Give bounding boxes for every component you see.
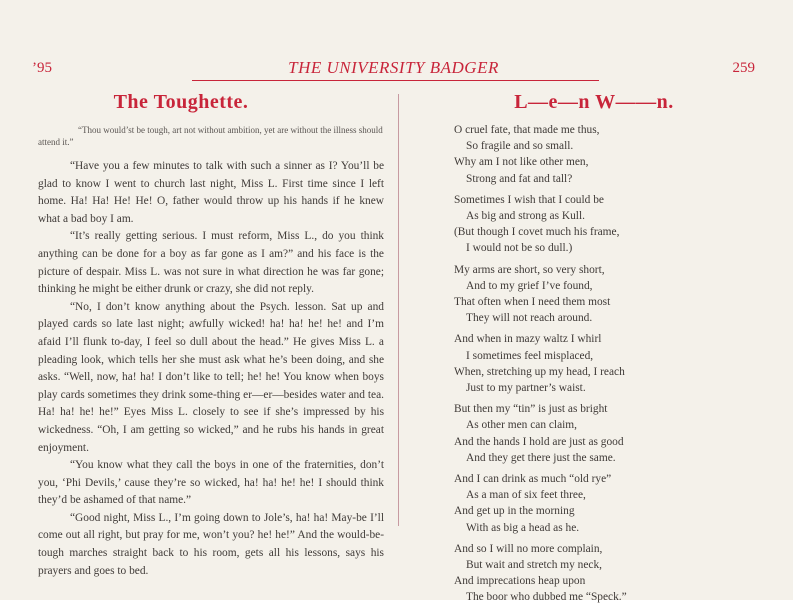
stanza — [454, 401, 754, 466]
stanza — [454, 192, 754, 257]
poem-line: And get up in the morning — [454, 505, 575, 518]
poem-line: O cruel fate, that made me thus, — [454, 124, 600, 136]
poem-line: With as big a head as he. — [466, 521, 580, 534]
poem-line: Why am I not like other men, — [454, 156, 589, 169]
poem-title: L—e—n W——n. — [514, 91, 674, 113]
poem-line: They will not reach around. — [466, 312, 593, 325]
poem-line: As big and strong as Kull. — [466, 210, 585, 223]
paragraph: “No, I don’t know anything about the Psych. lesson. Sat up and played cards so late last night; awfully wicked! ha! ha! he! he! and I’m afaid I’ll flunk to-day, I feel so dull about the head.” He gives Miss L. a pleading look, which tells her she must ask what he’s been doing, and she asks. “Well, now, ha! ha! I don’t like to tell; he! he! You know when boys play cards sometimes they drink some-thing er—er—besides water and tea. Ha! ha! he! he!” Eyes Miss L. closely to see if she’s impressed by his wickedness. “Oh, I am getting so wicked,” and he rubs his hands in great enjoyment. — [38, 300, 384, 454]
poem-line: As other men can claim, — [466, 419, 578, 432]
paragraph: “Good night, Miss L., I’m going down to Jole’s, ha! ha! May-be I’ll come out all right, but pray for me, won’t you? he! he!” And the would-be-tough marches straight back to his room, gets all his lessons, says his prayers and goes to bed. — [38, 511, 384, 577]
poem-line: The boor who dubbed me “Speck.” — [466, 591, 627, 604]
paragraph: “Have you a few minutes to talk with such a sinner as I? You’ll be glad to know I went to church last night, Miss L. First time since I left home. Ha! Ha! He! He! O, father would throw up his hands if he knew what a bad boy I am. — [38, 160, 384, 225]
year-label: ’95 — [32, 60, 52, 76]
poem-line: I sometimes feel misplaced, — [466, 349, 594, 362]
poem-line: And imprecations heap upon — [454, 575, 586, 588]
paragraph: “It’s really getting serious. I must reform, Miss L., do you think anything can be done for a boy as far gone as I am?” and his face is the picture of despair. Miss L. was not sure in what direction he was far gone; thinking he might be either drunk or crazy, she did not reply. — [38, 230, 384, 296]
stanza — [454, 331, 754, 396]
poem-line: As a man of six feet three, — [466, 489, 586, 502]
poem-line: When, stretching up my head, I reach — [454, 365, 625, 378]
right-column — [454, 88, 754, 611]
poem-line: And to my grief I’ve found, — [466, 279, 593, 292]
header-rule — [192, 80, 599, 81]
poem-line: And they get there just the same. — [466, 451, 616, 464]
poem-line: And I can drink as much “old rye” — [454, 473, 612, 486]
publication-title: THE UNIVERSITY BADGER — [288, 58, 499, 77]
poem-line: But wait and stretch my neck, — [466, 559, 603, 572]
page-number: 259 — [732, 60, 755, 76]
poem-line: So fragile and so small. — [466, 140, 574, 153]
poem-line: But then my “tin” is just as bright — [454, 403, 608, 416]
poem-line: (But though I covet much his frame, — [454, 226, 620, 239]
stanza — [454, 262, 754, 327]
poem-line: Just to my partner’s waist. — [466, 382, 586, 395]
epigraph: “Thou would’st be tough, art not without ambition, yet are without the illness should attend it.” — [38, 125, 383, 147]
left-column — [38, 88, 384, 580]
paragraph: “You know what they call the boys in one of the fraternities, don’t you, ‘Phi Devils,’ cause they’re so wicked, ha! ha! he! he! I should think they’d be ashamed of that name.” — [38, 459, 384, 507]
poem-line: Strong and fat and tall? — [466, 172, 573, 185]
stanza — [454, 122, 754, 187]
poem-line: And so I will no more complain, — [454, 542, 603, 555]
column-divider — [398, 94, 399, 526]
poem-line: And when in mazy waltz I whirl — [454, 333, 602, 346]
poem-line: I would not be so dull.) — [466, 242, 573, 255]
poem-line: And the hands I hold are just as good — [454, 435, 624, 448]
stanza — [454, 471, 754, 536]
poem-line: Sometimes I wish that I could be — [454, 193, 604, 206]
poem-line: That often when I need them most — [454, 296, 611, 309]
running-head — [32, 60, 755, 82]
article-title: The Toughette. — [113, 91, 249, 113]
poem-line: My arms are short, so very short, — [454, 263, 605, 276]
stanza — [454, 541, 754, 606]
